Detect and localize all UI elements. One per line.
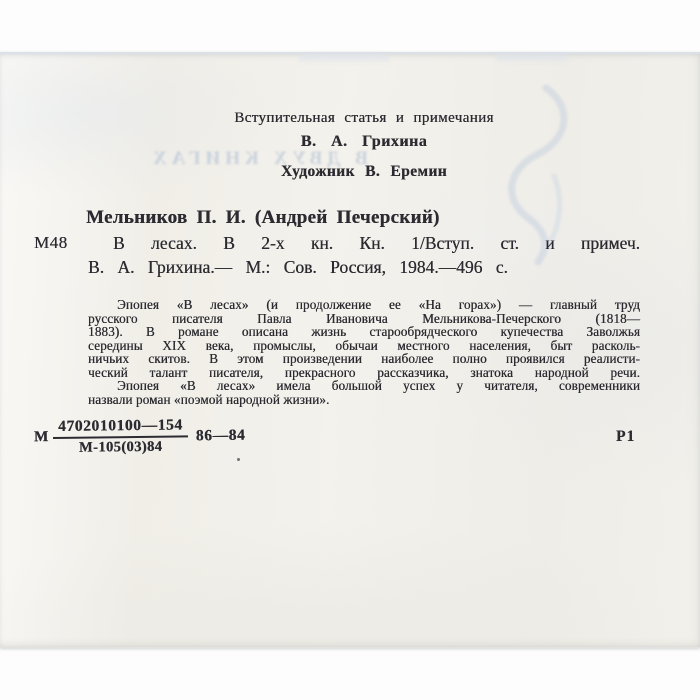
category-code: Р1 xyxy=(616,428,636,445)
annotation-line: Эпопея «В лесах» имела большой успех у читателя, современники xyxy=(117,378,640,393)
imprint-prefix: М xyxy=(33,429,49,446)
dust-speck xyxy=(237,458,240,461)
catalog-code: М48 xyxy=(34,233,68,252)
annotation-block xyxy=(88,298,640,406)
annotation-line: ческий талант писателя, прекрасного рассказчика, знатока народной речи. xyxy=(88,364,640,380)
imprint-denominator: М-105(03)84 xyxy=(53,435,188,457)
annotation-line: ничьих скитов. В этом произведении наиболее полно проявился реалисти- xyxy=(88,351,640,366)
annotation-line: середины XIX века, промыслы, обычаи местного населения, быт расколь- xyxy=(88,337,640,353)
artist-credit: Художник В. Еремин xyxy=(280,163,448,180)
imprint-index-block xyxy=(34,416,246,458)
citation-line-1: В лесах. В 2-х кн. Кн. 1/Вступ. ст. и примеч. xyxy=(113,233,640,253)
author-heading: Мельников П. И. (Андрей Печерский) xyxy=(86,207,440,228)
imprint-fraction xyxy=(53,416,188,457)
showthrough-smudge xyxy=(496,55,568,64)
annotation-line: русского писателя Павла Ивановича Мельникова-Печерского (1818— xyxy=(88,310,640,326)
showthrough-smudge xyxy=(298,55,390,64)
showthrough-mirrored-title: В ДВУХ КНИГАХ xyxy=(148,148,368,169)
annotation-line: Эпопея «В лесах» (и продолжение ее «На горах») — главный труд xyxy=(117,297,640,312)
intro-credit-name: В. А. Грихина xyxy=(300,133,428,150)
citation-line-2: В. А. Грихина.— М.: Сов. Россия, 1984.—496 с. xyxy=(88,257,508,277)
imprint-page xyxy=(0,52,700,648)
annotation-line: назвали роман «поэмой народной жизни». xyxy=(88,391,330,407)
intro-credit-line: Вступительная статья и примечания xyxy=(234,110,494,126)
annotation-line: 1883). В романе описана жизнь старообрядческого купечества Заволжья xyxy=(88,324,640,339)
imprint-order-number: 86—84 xyxy=(195,426,246,444)
imprint-numerator: 4702010100—154 xyxy=(57,416,183,435)
